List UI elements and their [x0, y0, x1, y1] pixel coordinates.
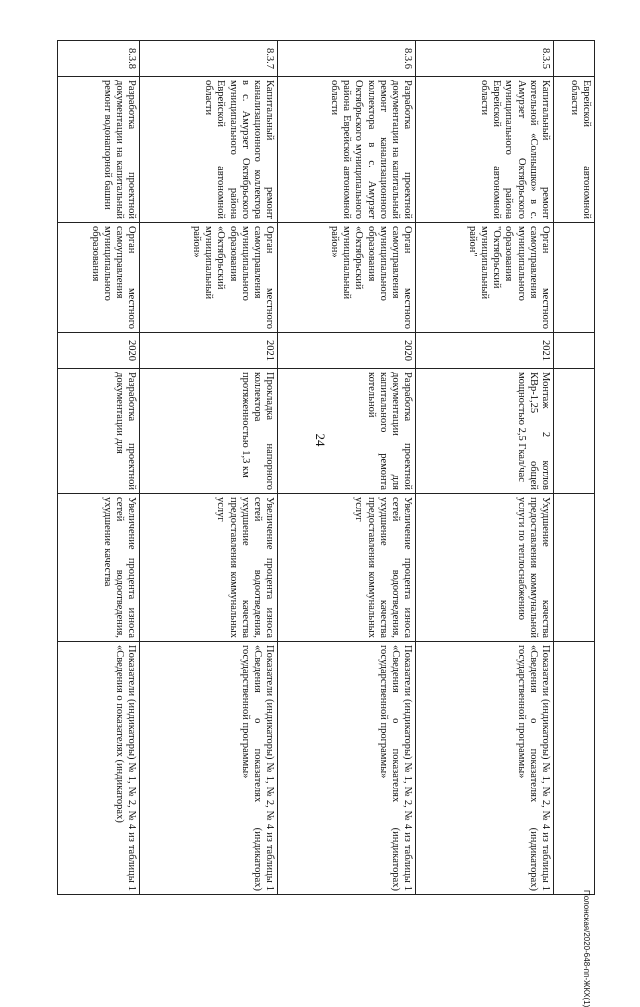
program-measures-table	[57, 40, 595, 895]
expected-result: Прокладка напорного коллектора протяженностью 1,3 км	[140, 369, 278, 494]
page-number: 24	[313, 433, 328, 447]
non-implementation-consequence: Увеличение процента износа сетей водоотведения, ухудшение качества предоставления коммунальных услуг	[140, 494, 278, 642]
non-implementation-consequence: Увеличение процента износа сетей водоотведения, ухудшение качества предоставления коммунальных услуг	[278, 494, 416, 642]
related-indicators: Показатели (индикаторы) № 1, № 2, № 4 из таблицы 1 «Сведения о показателях (индикаторах) государственной программы»	[278, 642, 416, 895]
table-row	[278, 41, 416, 895]
table-row	[416, 41, 554, 895]
implementation-year: 2021	[140, 333, 278, 369]
row-number: 8.3.8	[58, 41, 140, 77]
row-number: 8.3.5	[416, 41, 554, 77]
executor: Орган местного самоуправления муниципального образования	[58, 223, 140, 333]
expected-result: Разработка проектной документации для	[58, 369, 140, 494]
implementation-year: 2021	[416, 333, 554, 369]
continuation-cell: Еврейской автономной области	[554, 77, 595, 223]
non-implementation-consequence: Ухудшение качества предоставления коммунальной услуги по теплоснабжению	[416, 494, 554, 642]
table-row	[58, 41, 140, 895]
document-footer: Полонская/2020-648-пп-ЖКХ(1)	[582, 890, 591, 1007]
measure-name: Разработка проектной документации на капитальный ремонт канализационного коллектора в с. Амурзет Октябрьского муниципального района Еврейской автономной области	[278, 77, 416, 223]
implementation-year: 2020	[58, 333, 140, 369]
expected-result: Монтаж 2 котлов КВр-1,25 общей мощностью 2,5 Гкал/час	[416, 369, 554, 494]
related-indicators: Показатели (индикаторы) № 1, № 2, № 4 из таблицы 1 «Сведения о показателях (индикаторах) государственной программы»	[416, 642, 554, 895]
row-number: 8.3.7	[140, 41, 278, 77]
executor: Орган местного самоуправления муниципального образования «Октябрьский муниципальный район»	[140, 223, 278, 333]
measure-name: Капитальный ремонт котельной «Солнышко» в с. Амурзет Октябрьского муниципального района Еврейской автономной области	[416, 77, 554, 223]
implementation-year: 2020	[278, 333, 416, 369]
executor: Орган местного самоуправления муниципального образования «Октябрьский муниципальный район»	[278, 223, 416, 333]
measure-name: Разработка проектной документации на капитальный ремонт водонапорной башни	[58, 77, 140, 223]
related-indicators: Показатели (индикаторы) № 1, № 2, № 4 из таблицы 1 «Сведения о показателях (индикаторах) государственной программы»	[140, 642, 278, 895]
related-indicators: Показатели (индикаторы) № 1, № 2, № 4 из таблицы 1 «Сведения о показателях (индикаторах)	[58, 642, 140, 895]
expected-result: Разработка проектной документации для капитального ремонта котельной	[278, 369, 416, 494]
row-number: 8.3.6	[278, 41, 416, 77]
non-implementation-consequence: Увеличение процента износа сетей водоотведения, ухудшение качества	[58, 494, 140, 642]
table-row	[140, 41, 278, 895]
measure-name: Капитальный ремонт канализационного коллектора в с. Амурзет Октябрьского муниципального района Еврейской автономной области	[140, 77, 278, 223]
rotated-table-container	[57, 40, 595, 894]
executor: Орган местного самоуправления муниципального образования "Октябрьский муниципальный район"	[416, 223, 554, 333]
table-continuation-row	[554, 41, 595, 895]
